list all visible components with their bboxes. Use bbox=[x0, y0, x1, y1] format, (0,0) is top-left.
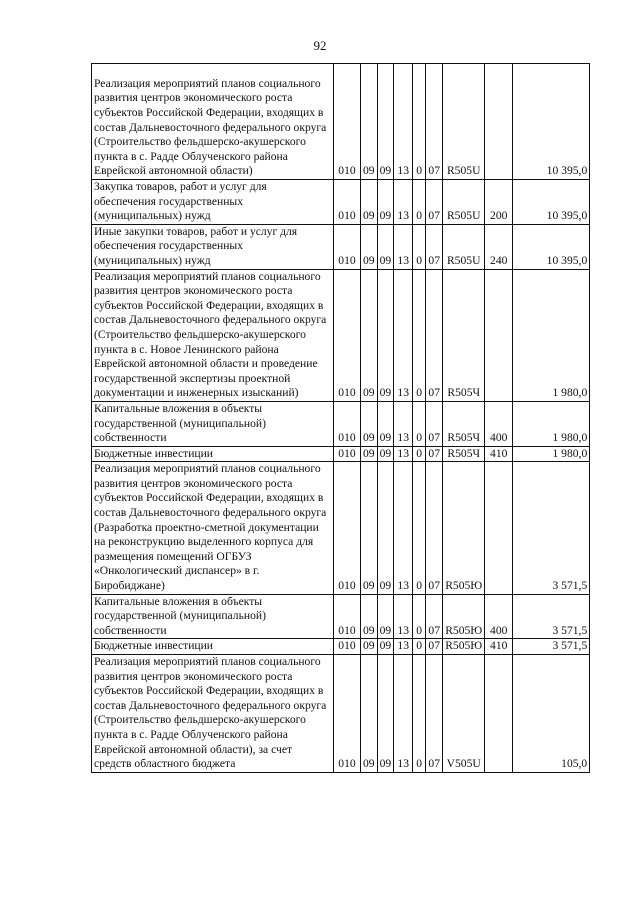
event-code: 07 bbox=[426, 224, 443, 269]
expense-direction-code: R505Ч bbox=[443, 269, 485, 401]
subprogram-code: 0 bbox=[413, 655, 426, 773]
subsection-code: 09 bbox=[377, 401, 394, 446]
section-code: 09 bbox=[361, 180, 378, 225]
amount: 1 980,0 bbox=[513, 401, 590, 446]
amount: 3 571,5 bbox=[513, 639, 590, 655]
section-code: 09 bbox=[361, 224, 378, 269]
row-name: Бюджетные инвестиции bbox=[92, 639, 334, 655]
table-row bbox=[92, 401, 590, 446]
expense-type-code bbox=[485, 462, 513, 594]
ministry-code: 010 bbox=[334, 462, 361, 594]
expense-type-code: 410 bbox=[485, 446, 513, 462]
table-row bbox=[92, 639, 590, 655]
expense-type-code bbox=[485, 269, 513, 401]
event-code: 07 bbox=[426, 462, 443, 594]
section-code: 09 bbox=[361, 594, 378, 639]
subsection-code: 09 bbox=[377, 462, 394, 594]
amount: 3 571,5 bbox=[513, 462, 590, 594]
ministry-code: 010 bbox=[334, 446, 361, 462]
expense-direction-code: R505Ч bbox=[443, 401, 485, 446]
ministry-code: 010 bbox=[334, 224, 361, 269]
subsection-code: 09 bbox=[377, 639, 394, 655]
expense-type-code: 410 bbox=[485, 639, 513, 655]
budget-table bbox=[91, 63, 590, 773]
section-code: 09 bbox=[361, 655, 378, 773]
event-code: 07 bbox=[426, 655, 443, 773]
subsection-code: 09 bbox=[377, 655, 394, 773]
section-code: 09 bbox=[361, 64, 378, 180]
program-code: 13 bbox=[394, 446, 413, 462]
subprogram-code: 0 bbox=[413, 269, 426, 401]
amount: 3 571,5 bbox=[513, 594, 590, 639]
row-name: Реализация мероприятий планов социального развития центров экономического роста субъектов Российской Федерации, входящих в состав Дальневосточного федерального округа (Строительство фельдшерско-акушерского пункта в с. Радде Облученского района Еврейской автономной области), за счет средств областного бюджета bbox=[92, 655, 334, 773]
subprogram-code: 0 bbox=[413, 224, 426, 269]
section-code: 09 bbox=[361, 462, 378, 594]
table-row bbox=[92, 462, 590, 594]
amount: 1 980,0 bbox=[513, 446, 590, 462]
expense-direction-code: R505Ю bbox=[443, 462, 485, 594]
subprogram-code: 0 bbox=[413, 639, 426, 655]
row-name: Закупка товаров, работ и услуг для обеспечения государственных (муниципальных) нужд bbox=[92, 180, 334, 225]
table-row bbox=[92, 655, 590, 773]
expense-direction-code: R505Ю bbox=[443, 639, 485, 655]
ministry-code: 010 bbox=[334, 401, 361, 446]
expense-direction-code: R505U bbox=[443, 224, 485, 269]
expense-direction-code: R505Ч bbox=[443, 446, 485, 462]
subprogram-code: 0 bbox=[413, 446, 426, 462]
ministry-code: 010 bbox=[334, 180, 361, 225]
page-number: 92 bbox=[313, 38, 327, 53]
ministry-code: 010 bbox=[334, 64, 361, 180]
subsection-code: 09 bbox=[377, 446, 394, 462]
event-code: 07 bbox=[426, 180, 443, 225]
amount: 1 980,0 bbox=[513, 269, 590, 401]
amount: 105,0 bbox=[513, 655, 590, 773]
event-code: 07 bbox=[426, 269, 443, 401]
program-code: 13 bbox=[394, 639, 413, 655]
expense-type-code: 200 bbox=[485, 180, 513, 225]
expense-type-code: 400 bbox=[485, 401, 513, 446]
subsection-code: 09 bbox=[377, 269, 394, 401]
table-row bbox=[92, 446, 590, 462]
section-code: 09 bbox=[361, 401, 378, 446]
subsection-code: 09 bbox=[377, 64, 394, 180]
ministry-code: 010 bbox=[334, 655, 361, 773]
table-row bbox=[92, 64, 590, 180]
table-row bbox=[92, 224, 590, 269]
subprogram-code: 0 bbox=[413, 180, 426, 225]
program-code: 13 bbox=[394, 655, 413, 773]
expense-type-code bbox=[485, 64, 513, 180]
event-code: 07 bbox=[426, 401, 443, 446]
event-code: 07 bbox=[426, 639, 443, 655]
row-name: Иные закупки товаров, работ и услуг для обеспечения государственных (муниципальных) нужд bbox=[92, 224, 334, 269]
program-code: 13 bbox=[394, 462, 413, 594]
subsection-code: 09 bbox=[377, 180, 394, 225]
amount: 10 395,0 bbox=[513, 64, 590, 180]
ministry-code: 010 bbox=[334, 594, 361, 639]
subprogram-code: 0 bbox=[413, 462, 426, 594]
table-row bbox=[92, 269, 590, 401]
subprogram-code: 0 bbox=[413, 401, 426, 446]
expense-type-code: 240 bbox=[485, 224, 513, 269]
expense-direction-code: V505U bbox=[443, 655, 485, 773]
section-code: 09 bbox=[361, 639, 378, 655]
section-code: 09 bbox=[361, 446, 378, 462]
row-name: Капитальные вложения в объекты государственной (муниципальной) собственности bbox=[92, 594, 334, 639]
expense-type-code bbox=[485, 655, 513, 773]
table-row bbox=[92, 180, 590, 225]
row-name: Капитальные вложения в объекты государственной (муниципальной) собственности bbox=[92, 401, 334, 446]
amount: 10 395,0 bbox=[513, 180, 590, 225]
subsection-code: 09 bbox=[377, 224, 394, 269]
event-code: 07 bbox=[426, 446, 443, 462]
subprogram-code: 0 bbox=[413, 64, 426, 180]
ministry-code: 010 bbox=[334, 269, 361, 401]
row-name: Реализация мероприятий планов социального развития центров экономического роста субъектов Российской Федерации, входящих в состав Дальневосточного федерального округа (Строительство фельдшерско-акушерского пункта в с. Новое Ленинского района Еврейской автономной области и проведение государственной экспертизы проектной документации и инженерных изысканий) bbox=[92, 269, 334, 401]
row-name: Реализация мероприятий планов социального развития центров экономического роста субъектов Российской Федерации, входящих в состав Дальневосточного федерального округа (Строительство фельдшерско-акушерского пункта в с. Радде Облученского района Еврейской автономной области) bbox=[92, 64, 334, 180]
section-code: 09 bbox=[361, 269, 378, 401]
event-code: 07 bbox=[426, 594, 443, 639]
program-code: 13 bbox=[394, 224, 413, 269]
expense-direction-code: R505U bbox=[443, 180, 485, 225]
program-code: 13 bbox=[394, 594, 413, 639]
program-code: 13 bbox=[394, 180, 413, 225]
program-code: 13 bbox=[394, 401, 413, 446]
amount: 10 395,0 bbox=[513, 224, 590, 269]
expense-type-code: 400 bbox=[485, 594, 513, 639]
program-code: 13 bbox=[394, 64, 413, 180]
ministry-code: 010 bbox=[334, 639, 361, 655]
event-code: 07 bbox=[426, 64, 443, 180]
expense-direction-code: R505Ю bbox=[443, 594, 485, 639]
program-code: 13 bbox=[394, 269, 413, 401]
row-name: Реализация мероприятий планов социального развития центров экономического роста субъектов Российской Федерации, входящих в состав Дальневосточного федерального округа (Разработка проектно-сметной документации на реконструкцию выделенного корпуса для размещения помещений ОГБУЗ «Онкологический диспансер» в г. Биробиджане) bbox=[92, 462, 334, 594]
table-row bbox=[92, 594, 590, 639]
expense-direction-code: R505U bbox=[443, 64, 485, 180]
subsection-code: 09 bbox=[377, 594, 394, 639]
row-name: Бюджетные инвестиции bbox=[92, 446, 334, 462]
subprogram-code: 0 bbox=[413, 594, 426, 639]
